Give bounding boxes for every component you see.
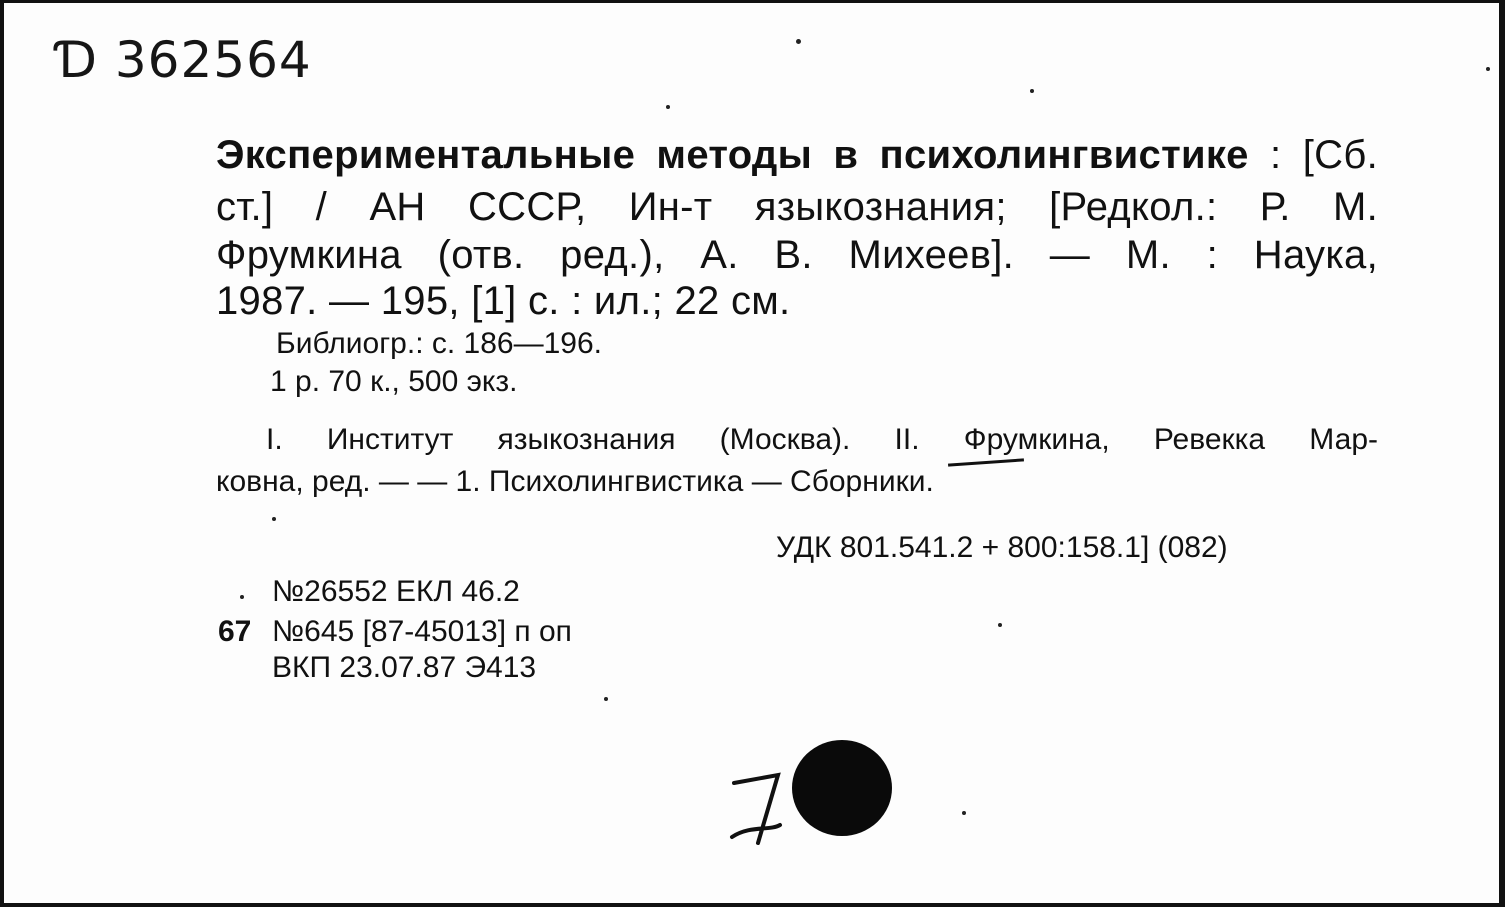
speck (666, 105, 670, 109)
underline-mark (948, 458, 1024, 466)
entry-line-3: Фрумкина (отв. ред.), А. В. Михеев]. — М. : Наука, (216, 233, 1378, 277)
bibliography-note: Библиогр.: с. 186—196. (276, 327, 602, 360)
udc-code: УДК 801.541.2 + 800:158.1] (082) (776, 531, 1228, 564)
entry-title: Экспериментальные методы в психолингвистике (216, 133, 1249, 177)
tracings-line-1: I. Институт языкознания (Москва). II. Фрумкина, Ревекка Мар- (266, 423, 1378, 456)
entry-title-rest: : [Сб. (1270, 133, 1378, 177)
speck (1486, 67, 1490, 71)
accession-number: Ɗ 362564 (56, 31, 312, 89)
record-line-2: №645 [87-45013] п оп (272, 615, 572, 648)
speck (272, 517, 276, 521)
speck (998, 623, 1002, 627)
speck (796, 39, 801, 44)
record-line-1: №26552 ЕКЛ 46.2 (272, 575, 520, 608)
speck (604, 697, 608, 701)
speck (240, 595, 244, 599)
handwritten-seven (732, 775, 780, 843)
speck (1030, 89, 1034, 93)
handwritten-mark (720, 733, 920, 893)
entry-line-2: ст.] / АН СССР, Ин-т языкознания; [Редкол.: Р. М. (216, 185, 1378, 229)
speck (962, 811, 966, 815)
ink-blot (792, 740, 892, 836)
price-note: 1 р. 70 к., 500 экз. (270, 365, 518, 398)
entry-line-4: 1987. — 195, [1] с. : ил.; 22 см. (216, 279, 791, 323)
tracings-line-2: ковна, ред. — — 1. Психолингвистика — Сборники. (216, 465, 934, 498)
record-line-3: ВКП 23.07.87 Э413 (272, 651, 537, 684)
entry-line-1 (216, 133, 1378, 178)
record-number-prefix: 67 (218, 615, 252, 648)
